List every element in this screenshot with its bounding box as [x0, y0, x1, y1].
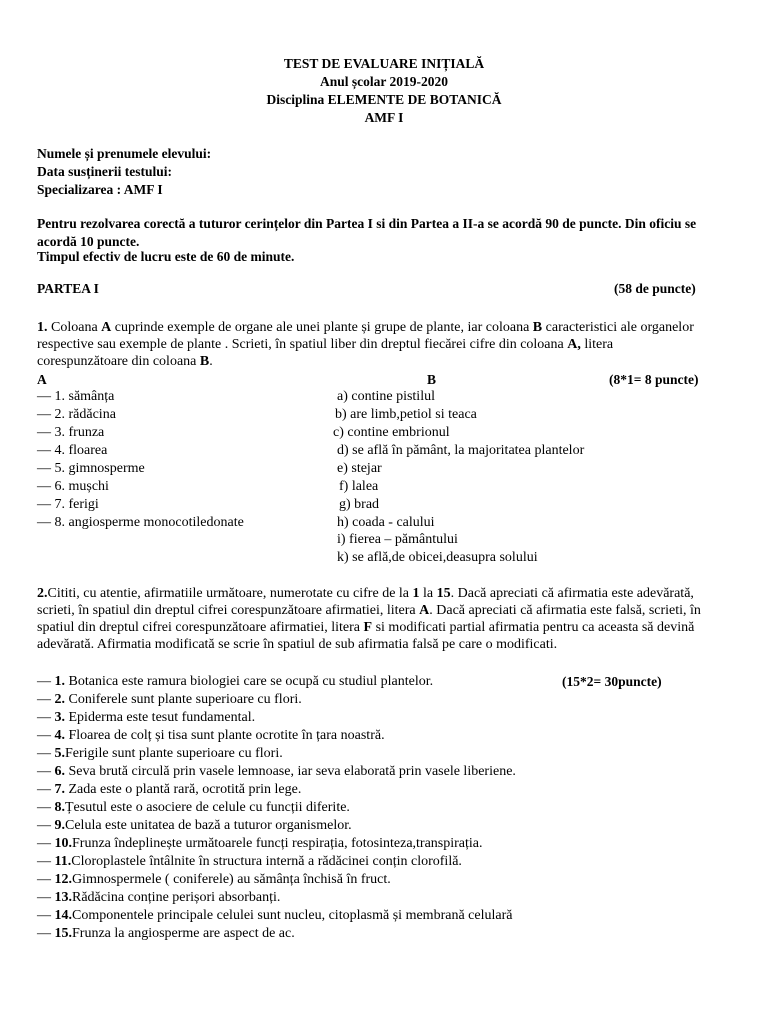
- test-date-label: Data susținerii testului:: [37, 164, 172, 179]
- statement-item: — 11.Cloroplastele întâlnite în structura internă a rădăcinei conțin clorofilă.: [37, 854, 462, 869]
- col-a-item: — 2. rădăcina: [37, 407, 116, 422]
- statement-item: — 14.Componentele principale celulei sunt nucleu, citoplasmă și membrană celulară: [37, 908, 513, 923]
- part1-points: (58 de puncte): [614, 281, 696, 296]
- q1-points: (8*1= 8 puncte): [609, 372, 699, 387]
- col-b-item: a) contine pistilul: [337, 389, 435, 404]
- q1-text-line-1: 1. Coloana A cuprinde exemple de organe ale unei plante și grupe de plante, iar coloana B caracteristici ale organelor: [37, 320, 694, 335]
- col-b-item: f) lalea: [339, 479, 379, 494]
- q2-text-line-2: scrieti, în spatiul din dreptul cifrei corespunzătoare afirmatiei, litera A. Dacă apreciati că afirmatia este falsă, scrieti, în: [37, 603, 701, 618]
- q2-points: (15*2= 30puncte): [562, 674, 662, 689]
- col-b-item: c) contine embrionul: [333, 425, 450, 440]
- statement-item: — 4. Floarea de colț și tisa sunt plante ocrotite în țara noastră.: [37, 728, 385, 743]
- student-name-label: Numele și prenumele elevului:: [37, 146, 212, 161]
- specialization-label: Specializarea : AMF I: [37, 182, 163, 197]
- column-a-header: A: [37, 372, 47, 387]
- col-a-item: — 1. sămânța: [37, 389, 115, 404]
- col-a-item: — 5. gimnosperme: [37, 461, 145, 476]
- doc-title: TEST DE EVALUARE INIȚIALĂ: [283, 56, 485, 71]
- statement-item: — 2. Coniferele sunt plante superioare cu flori.: [37, 692, 302, 707]
- q1-number: 1.: [37, 320, 48, 335]
- col-b-item: e) stejar: [337, 461, 382, 476]
- statement-item: — 3. Epiderma este tesut fundamental.: [37, 710, 256, 725]
- statement-item: — 1. Botanica este ramura biologiei care se ocupă cu studiul plantelor.: [37, 674, 434, 689]
- statement-item: — 12.Gimnospermele ( coniferele) au sămânța închisă în fruct.: [37, 872, 391, 887]
- col-b-item: g) brad: [339, 497, 380, 512]
- col-a-item: — 6. mușchi: [37, 479, 109, 494]
- q1-text-line-2: respective sau exemple de plante . Scrieti, în spatiul liber din dreptul fiecărei cifre din coloana A, litera: [37, 337, 614, 352]
- statement-item: — 9.Celula este unitatea de bază a tuturor organismelor.: [37, 818, 352, 833]
- statement-item: — 15.Frunza la angiosperme are aspect de ac.: [37, 926, 295, 941]
- statement-item: — 7. Zada este o plantă rară, ocrotită prin lege.: [37, 782, 302, 797]
- school-year: Anul școlar 2019-2020: [319, 74, 448, 89]
- instructions-line-3: Timpul efectiv de lucru este de 60 de minute.: [37, 249, 295, 264]
- instructions-line-2: acordă 10 puncte.: [37, 234, 140, 249]
- statement-item: — 5.Ferigile sunt plante superioare cu flori.: [37, 746, 283, 761]
- subject: Disciplina ELEMENTE DE BOTANICĂ: [266, 92, 502, 107]
- col-a-item: — 7. ferigi: [37, 497, 99, 512]
- class-name: AMF I: [364, 110, 404, 125]
- col-b-item: k) se află,de obicei,deasupra solului: [337, 550, 538, 565]
- instructions-line-1: Pentru rezolvarea corectă a tuturor cerințelor din Partea I si din Partea a II-a se acordă 90 de puncte. Din oficiu se: [37, 216, 697, 231]
- col-a-item: — 8. angiosperme monocotiledonate: [37, 515, 244, 530]
- statement-item: — 10.Frunza îndeplinește următoarele funcți respirația, fotosinteza,transpirația.: [37, 836, 483, 851]
- col-a-item: — 3. frunza: [37, 425, 105, 440]
- q2-text-line-1: 2.Cititi, cu atentie, afirmatiile următoare, numerotate cu cifre de la 1 la 15. Dacă apreciati că afirmatia este adevărată,: [37, 586, 694, 601]
- statement-item: — 6. Seva brută circulă prin vasele lemnoase, iar seva elaborată prin vasele liberiene.: [37, 764, 516, 779]
- statement-item: — 13.Rădăcina conține perișori absorbanți.: [37, 890, 281, 905]
- q2-text-line-3: spatiul din dreptul cifrei corespunzătoare afirmatiei, litera F si modificati partial afirmatia pentru ca aceasta să devină: [37, 620, 695, 635]
- part1-title: PARTEA I: [37, 281, 99, 296]
- q1-text-line-3: corespunzătoare din coloana B.: [37, 354, 213, 369]
- col-b-item: d) se află în pământ, la majoritatea plantelor: [337, 443, 585, 458]
- col-b-item: h) coada - calului: [337, 515, 435, 530]
- column-b-header: B: [427, 372, 437, 387]
- col-b-item: b) are limb,petiol si teaca: [335, 407, 477, 422]
- q2-text-line-4: adevărată. Afirmatia modificată se scrie în spatiul de sub afirmatia falsă pe care o modificati.: [37, 637, 558, 652]
- statement-item: — 8.Țesutul este o asociere de celule cu funcții diferite.: [37, 800, 350, 815]
- q2-number: 2.: [37, 586, 48, 601]
- col-b-item: i) fierea – pământului: [337, 532, 458, 547]
- col-a-item: — 4. floarea: [37, 443, 108, 458]
